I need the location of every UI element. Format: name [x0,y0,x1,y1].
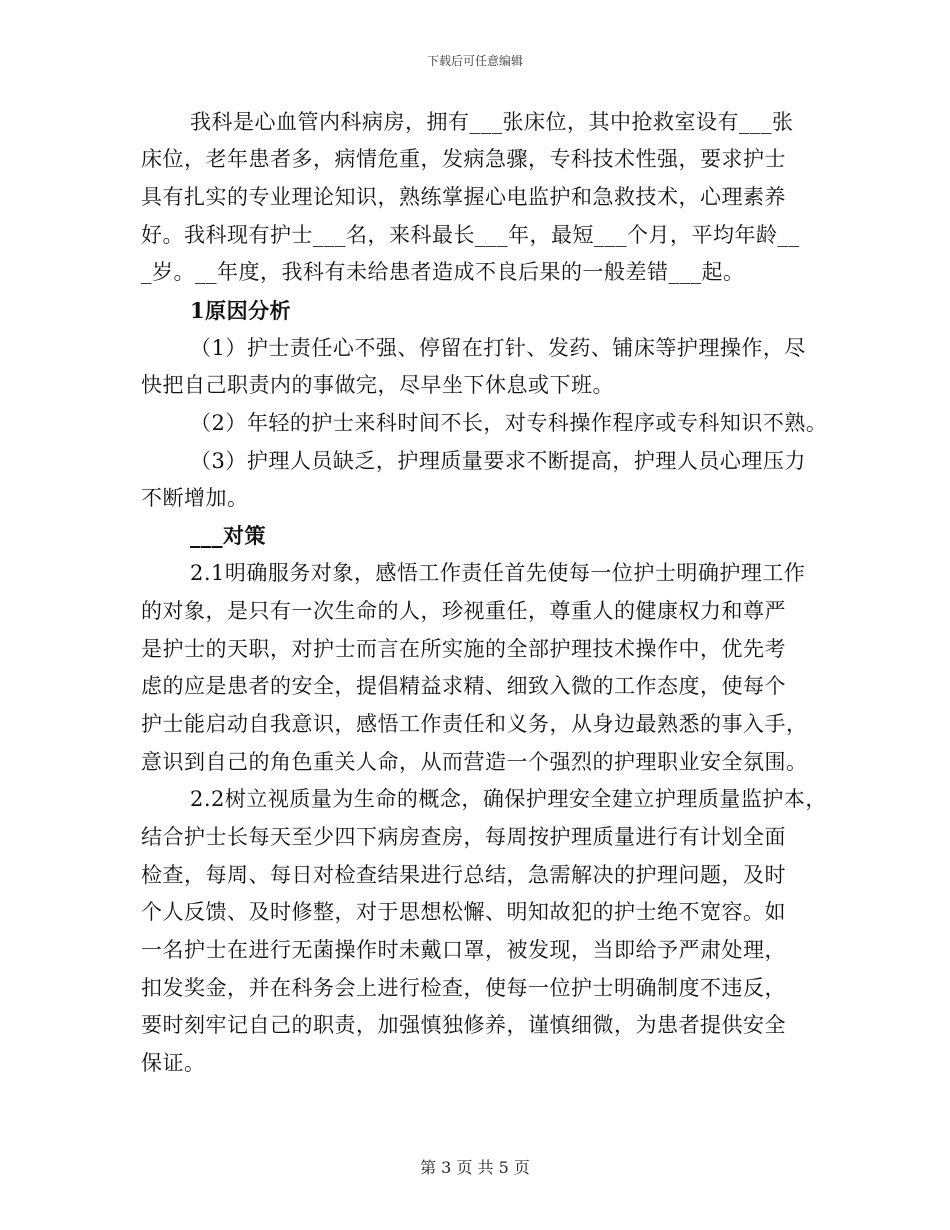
body-line: 我科是心血管内科病房，拥有___张床位，其中抢救室设有___张 [190,110,794,134]
body-line: （1）护士责任心不强、停留在打针、发药、铺床等护理操作，尽 [190,336,806,360]
body-line: （2）年轻的护士来科时间不长，对专科操作程序或专科知识不熟。 [190,411,828,435]
body-line: 具有扎实的专业理论知识，熟练掌握心电监护和急救技术，心理素养 [141,185,786,209]
body-line: 一名护士在进行无菌操作时未戴口罩，被发现，当即给予严肃处理， [141,938,786,962]
page-header: 下载后可任意编辑 [426,54,523,68]
body-line: 检查，每周、每日对检查结果进行总结，急需解决的护理问题，及时 [141,863,786,887]
body-line: 要时刻牢记自己的职责，加强慎独修养，谨慎细微，为患者提供安全 [141,1013,786,1037]
body-line: （3）护理人员缺乏，护理质量要求不断提高，护理人员心理压力 [190,449,806,473]
body-line: 个人反馈、及时修整，对于思想松懈、明知故犯的护士绝不宽容。如 [141,900,786,924]
body-line: 保证。 [141,1051,206,1075]
body-line: 不断增加。 [141,486,249,510]
body-line: 快把自己职责内的事做完，尽早坐下休息或下班。 [141,373,614,397]
body-line: 床位，老年患者多，病情危重，发病急骤，专科技术性强，要求护士 [141,147,786,171]
page-number: 第 3 页 共 5 页 [420,1158,530,1177]
section-heading: ___对策 [190,523,266,548]
body-line: 的对象，是只有一次生命的人，珍视重任，尊重人的健康权力和尊严 [141,599,786,623]
body-line: 2.1明确服务对象，感悟工作责任首先使每一位护士明确护理工作 [190,561,806,585]
body-line: 护士能启动自我意识，感悟工作责任和义务，从身边最熟悉的事入手， [141,712,808,736]
section-heading: 1原因分析 [190,298,292,323]
body-line: 2.2树立视质量为生命的概念，确保护理安全建立护理质量监护本， [190,787,827,811]
body-line: _岁。__年度，我科有未给患者造成不良后果的一般差错___起。 [141,260,745,284]
body-line: 好。我科现有护士___名，来科最长___年，最短___个月，平均年龄__ [141,223,800,247]
body-line: 意识到自己的角色重关人命，从而营造一个强烈的护理职业安全氛围。 [141,750,808,774]
body-line: 虑的应是患者的安全，提倡精益求精、细致入微的工作态度，使每个 [141,674,786,698]
body-line: 扣发奖金，并在科务会上进行检查，使每一位护士明确制度不违反， [141,976,786,1000]
body-line: 是护士的天职，对护士而言在所实施的全部护理技术操作中，优先考 [141,637,786,661]
body-line: 结合护士长每天至少四下病房查房，每周按护理质量进行有计划全面 [141,825,786,849]
